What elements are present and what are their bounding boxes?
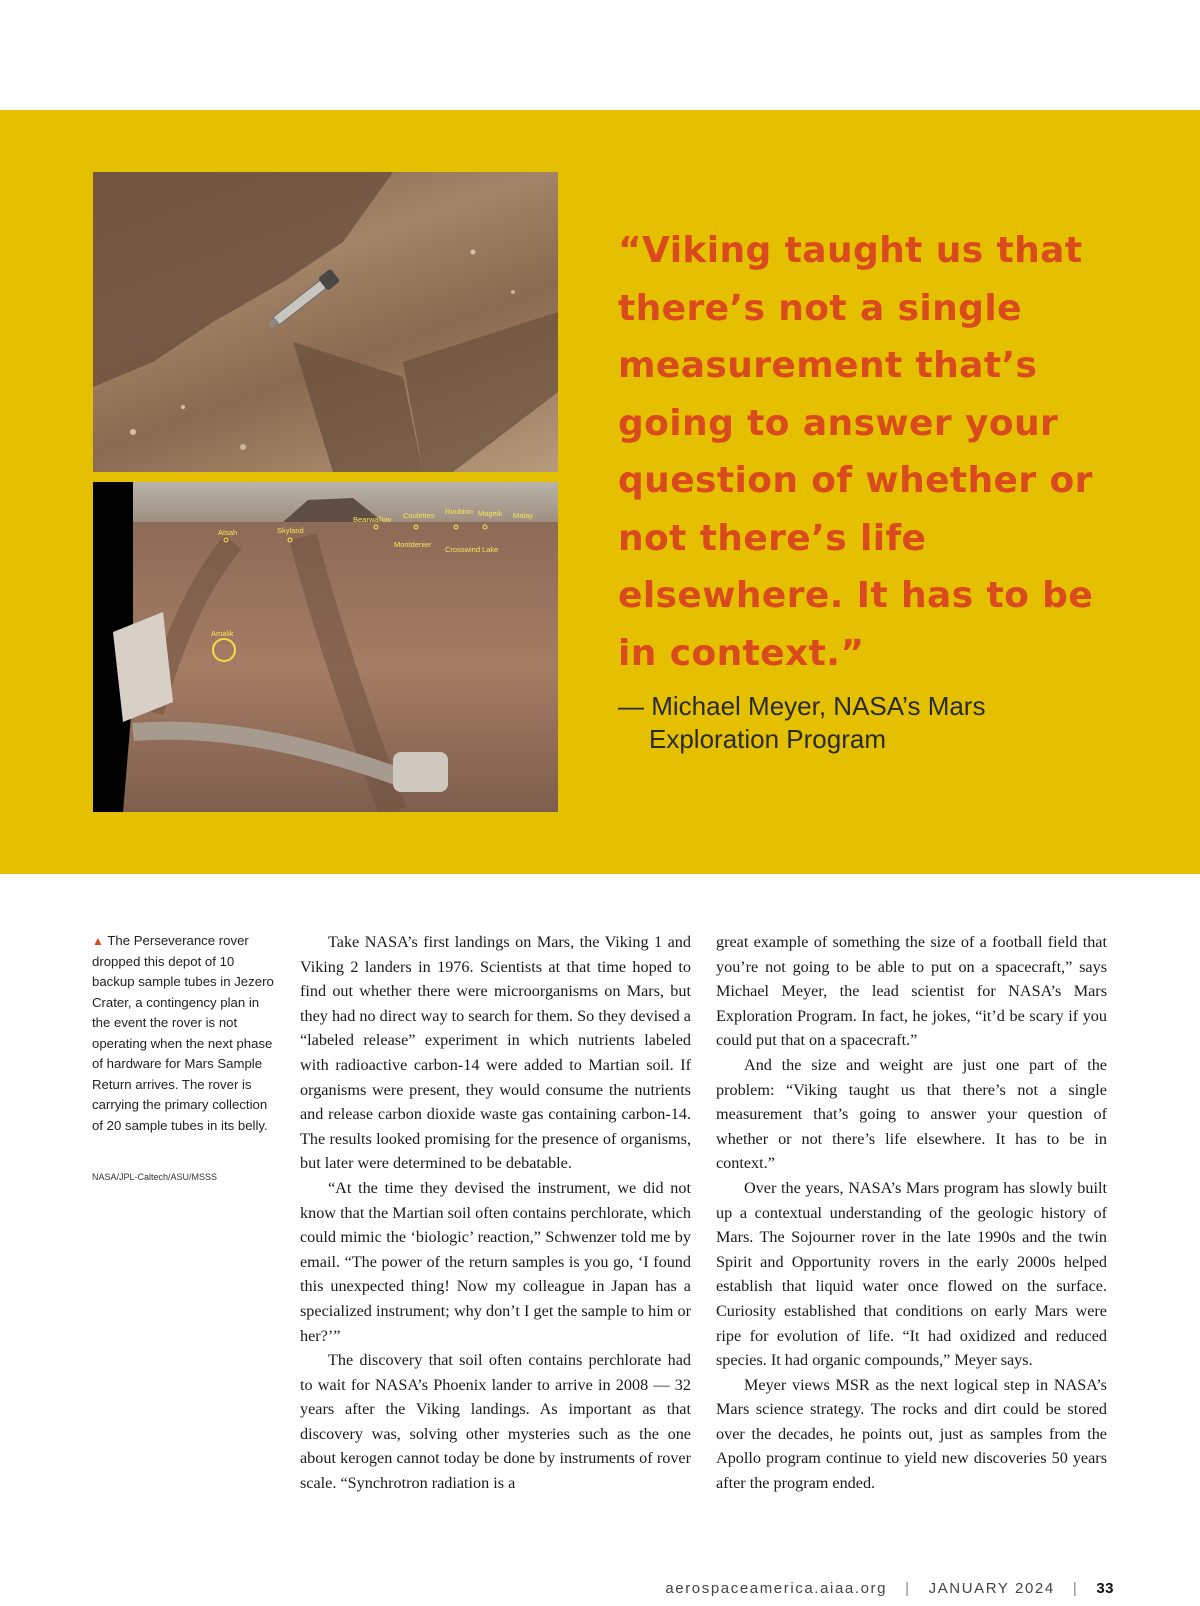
photo-caption (92, 931, 275, 1136)
label-montdenier: Montdenier (394, 540, 432, 549)
footer-date: JANUARY 2024 (928, 1580, 1055, 1597)
footer-site: aerospaceamerica.aiaa.org (665, 1580, 888, 1597)
label-bearwallow: Bearwallow (353, 515, 392, 524)
pull-quote: “Viking taught us that there’s not a single measurement that’s going to answer your question of whether or not there’s life elsewhere. It has to be in context.” (618, 230, 1094, 674)
page-number: 33 (1096, 1580, 1114, 1597)
label-mageik: Mageik (478, 509, 503, 518)
body-paragraph: great example of something the size of a football field that you’re not going to be able to put on a spacecraft,” says Michael Meyer, the lead scientist for NASA’s Mars Exploration Program. In fact, he jokes, “it’d be scary if you could put that on a spacecraft.” (716, 933, 1107, 1050)
body-paragraph: Meyer views MSR as the next logical step in NASA’s Mars science strategy. The rocks and dirt could be stored over the decades, he points out, just as samples from the Apollo program continue to yield new discoveries 50 years after the program ended. (716, 1375, 1107, 1493)
body-paragraph: The discovery that soil often contains perchlorate had to wait for NASA’s Phoenix lander to arrive in 2008 — 32 years after the Viking landings. As important as that discovery was, solving other mysteries such as the one about kerogen cannot today be done by instruments of rover scale. “Synchrotron radiation is a (300, 1351, 691, 1493)
footer-divider: | (1072, 1580, 1079, 1597)
body-paragraph: Over the years, NASA’s Mars program has slowly built up a contextual understanding of the geologic history of Mars. The Sojourner rover in the late 1990s and the twin Spirit and Opportunity rovers in the early 2000s helped establish that liquid water once flowed on the surface. Curiosity established that conditions on early Mars were ripe for evolution of life. “It had oxidized and reduced species. It had organic compounds,” Meyer says. (716, 1178, 1107, 1370)
sample-tube-photo (93, 172, 558, 472)
body-column-1 (300, 930, 691, 1496)
label-roubion: Roubion (445, 507, 473, 516)
label-skyland: Skyland (277, 526, 304, 535)
attribution-line-1: — Michael Meyer, NASA’s Mars (618, 691, 986, 721)
body-paragraph: And the size and weight are just one part of the problem: “Viking taught us that there’s not a single measurement that’s going to answer your question of whether or not there’s life elsewhere. It has to be in context.” (716, 1055, 1107, 1173)
triangle-up-icon: ▲ (92, 934, 104, 948)
body-paragraph: “At the time they devised the instrument, we did not know that the Martian soil often contains perchlorate, which could mimic the ‘biologic’ reaction,” Schwenzer told me by email. “The power of the return samples is you go, ‘I found this unexpected thing! Now my colleague in Japan has a specialized instrument; why don’t I get the sample to him or her?’” (300, 1178, 691, 1345)
label-atsah: Atsah (218, 528, 238, 537)
attribution-line-2: Exploration Program (649, 724, 886, 754)
label-crosswind-lake: Crosswind Lake (445, 545, 499, 554)
page-footer (665, 1580, 1114, 1597)
body-paragraph: Take NASA’s first landings on Mars, the Viking 1 and Viking 2 landers in 1976. Scientists at that time hoped to find out whether there were microorganisms on Mars, but they had no direct way to search for them. So they devised a “labeled release” experiment in which nutrients labeled with radioactive carbon-14 were added to Martian soil. If organisms were present, they would consume the nutrients and release carbon dioxide waste gas containing carbon-14. The results looked promising for the presence of organisms, but later were determined to be debatable. (300, 933, 691, 1173)
label-coulettes: Coulettes (403, 511, 435, 520)
panorama-scene (93, 482, 558, 812)
quote-attribution (618, 690, 1138, 756)
sample-tube-scene (93, 172, 558, 472)
label-amalik: Amalik (211, 629, 234, 638)
footer-divider: | (905, 1580, 911, 1597)
body-column-2 (716, 930, 1107, 1496)
depot-panorama-photo (93, 482, 558, 812)
photo-credit: NASA/JPL-Caltech/ASU/MSSS (92, 1172, 218, 1182)
label-malay: Malay (513, 511, 534, 520)
caption-text: The Perseverance rover dropped this depot of 10 backup sample tubes in Jezero Crater, a contingency plan in the event the rover is not operating when the next phase of hardware for Mars Sample Return arrives. The rover is carrying the primary collection of 20 sample tubes in its belly. (92, 933, 274, 1133)
